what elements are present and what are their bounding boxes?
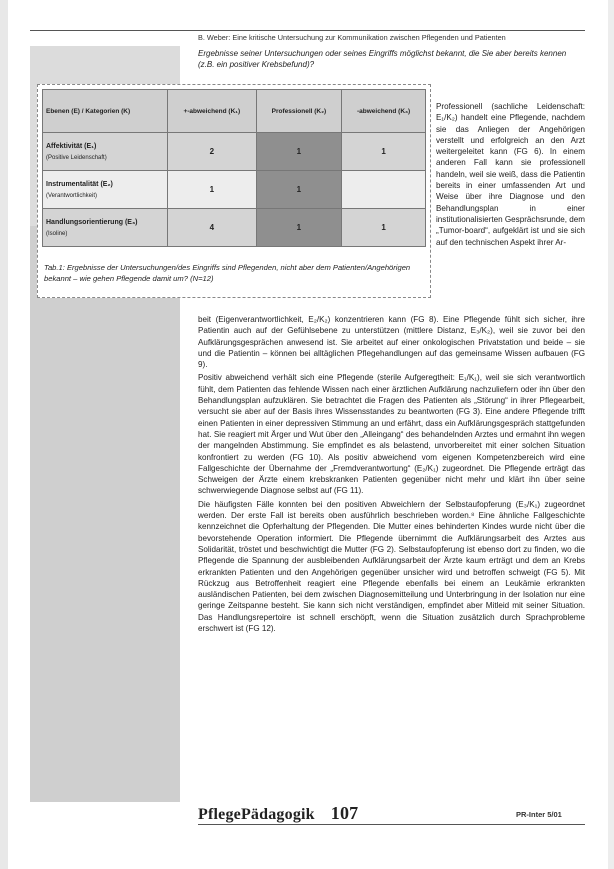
table-row xyxy=(43,133,426,171)
table-header-row xyxy=(43,90,426,133)
table-caption: Tab.1: Ergebnisse der Untersuchungen/des Eingriffs sind Pflegenden, nicht aber dem Patienten/Angehörigen bekannt – wie gehen Pflegende damit um? (N=12) xyxy=(44,263,411,283)
journal-brand: PflegePädagogik xyxy=(198,806,315,823)
row-label xyxy=(43,209,168,247)
article-body xyxy=(198,314,585,636)
row-title: Affektivität (E₁) xyxy=(46,142,97,150)
table-cell xyxy=(342,171,426,209)
table-cell: 1 xyxy=(256,171,342,209)
issue-label: PR-Inter 5/01 xyxy=(516,810,562,819)
row-label xyxy=(43,171,168,209)
table-cell: 1 xyxy=(256,209,342,247)
body-paragraph: Die häufigsten Fälle konnten bei den positiven Abweichlern der Selbstaufopferung (E₃/K₁) zugeordnet werden. Der erste Fall ist bereits oben ausführlich beschrieben worden.⁸ Eine ähnliche Fallgeschichte kennzeichnet die Opferhaltung der Pflegenden. Die Mutter eines behinderten Kindes wurde nicht über die bevorstehende Operation informiert. Die Pflegende übernimmt die Aufklärungsarbeit des Arztes aus Solidarität, tröstet und beschwichtigt die Mutter (FG 2). Selbstaufopferung ist ebenso dort zu finden, wo die Pflegende die Spannung der ausbleibenden Aufklärungsarbeit der Ärzte kaum erträgt und dem an Krebs erkrankten Patienten und den Angehörigen gegenüber unsicher wird und betroffen schweigt (FG 5). Mit Rückzug aus Betroffenheit reagiert eine Pflegende ebenfalls bei einem an Leukämie erkrankten ausländischen Patienten, bei dem zwischen Diagnosemitteilung und Unterbringung in der Isolation nur eine geringe Zeitspanne besteht. Sie kann sich nicht verständigen, empfindet aber Mitleid mit seiner Situation. Das Handlungsrepertoire ist schnell erschöpft, wenn die Situation zusätzlich durch Sprachprobleme erschwert ist (FG 12). xyxy=(198,499,585,634)
figure-box xyxy=(37,84,431,298)
header-rule xyxy=(30,30,585,31)
table-cell: 4 xyxy=(168,209,257,247)
table-cell: 1 xyxy=(342,209,426,247)
running-head: B. Weber: Eine kritische Untersuchung zur Kommunikation zwischen Pflegenden und Patienten xyxy=(198,33,506,42)
table-row xyxy=(43,209,426,247)
body-paragraph: Positiv abweichend verhält sich eine Pflegende (sterile Aufgeregtheit: E₁/K₁), weil sie sich verantwortlich fühlt, dem Patienten das fehlende Wissen nach einer ärztlichen Aufklärung nachzuliefern oder ihn über den Behandlungsplan aufzuklären. Sie betrachtet die Fragen des Patienten als „Störung“ in ihrer Pflegearbeit, versucht sie aber auf der Basis ihres Wissensstandes zu beantworten (FG 3). Eine andere Pflegende trifft einen Patienten in einer depressiven Stimmung an und erfährt, dass ein Aufklärungsgespräch stattgefunden hat. Sie reagiert mit Ärger und Wut über den „Alleingang“ des behandelnden Arztes und ermahnt ihn wegen der mangelnden Abstimmung. Sie empfindet es als belastend, unvorbereitet mit einer solchen Situation konfrontiert zu werden (FG 10). Als positiv abweichend vom eigenen Kompetenzbereich wird eine Fallgeschichte der Übernahme der „Fremdverantwortung“ (E₂/K₁) zugeordnet. Die Pflegende erträgt das Schweigen der Ärzte einem krebskranken Patienten gegenüber nicht mehr und klärt ihn über seine schwerwiegende Diagnose selbst auf (FG 11). xyxy=(198,373,585,496)
page-number: 107 xyxy=(330,803,359,823)
row-subtitle: (Verantwortlichkeit) xyxy=(46,192,98,199)
footer-rule xyxy=(198,824,585,825)
row-title: Handlungsorientierung (E₃) xyxy=(46,218,138,226)
journal-footer xyxy=(198,803,358,824)
results-table xyxy=(42,89,426,247)
table-row xyxy=(43,171,426,209)
right-column-text: Professionell (sachliche Leidenschaft: E₁/K₂) handelt eine Pflegende, nachdem sie das Anliegen der Angehörigen verstellt und erfolgreich an den Arzt weitergeleitet kann (FG 6). In einem anderen Fall kann sie professionell handeln, weil sie weiß, dass die Patientin bereits in einer umfassenden Art und Weise über ihre Diagnose und den Behandlungsplan in einer institutionalisierten Gesprächsrunde, dem „Tumor-board“, aufgeklärt ist und sie sich auf den technischen Aspekt ihrer Ar- xyxy=(436,102,585,247)
row-title: Instrumentalität (E₂) xyxy=(46,180,113,188)
table-header: Ebenen (E) / Kategorien (K) xyxy=(43,90,168,133)
intro-question: Ergebnisse seiner Untersuchungen oder seines Eingriffs möglichst bekannt, die Sie aber bereits kennen (z.B. ein positiver Krebsbefund)? xyxy=(198,49,567,69)
table-header: -abweichend (K₃) xyxy=(342,90,426,133)
table-header: Professionell (K₂) xyxy=(256,90,342,133)
table-header: +-abweichend (K₁) xyxy=(168,90,257,133)
row-label xyxy=(43,133,168,171)
row-subtitle: (Isoline) xyxy=(46,230,68,237)
table-cell: 2 xyxy=(168,133,257,171)
scan-edge xyxy=(608,0,614,869)
table-cell: 1 xyxy=(168,171,257,209)
row-subtitle: (Positive Leidenschaft) xyxy=(46,154,107,161)
table-cell: 1 xyxy=(342,133,426,171)
scan-edge xyxy=(0,0,8,869)
body-paragraph: beit (Eigenverantwortlichkeit, E₂/K₂) konzentrieren kann (FG 8). Eine Pflegende fühlt sich sicher, ihre Patientin auch auf der Gefühlsebene zu unterstützen (mittlere Distanz, E₃/K₂), weil sie zuvor bei den Aufklärungsgesprächen anwesend ist. Sie arbeitet auf einer onkologischen Privatstation und beide – sie und die Patientin – können bei alltäglichen Pflegehandlungen auf das gemeinsame Wissen aufbauen (FG 9). xyxy=(198,315,585,370)
table-cell: 1 xyxy=(256,133,342,171)
